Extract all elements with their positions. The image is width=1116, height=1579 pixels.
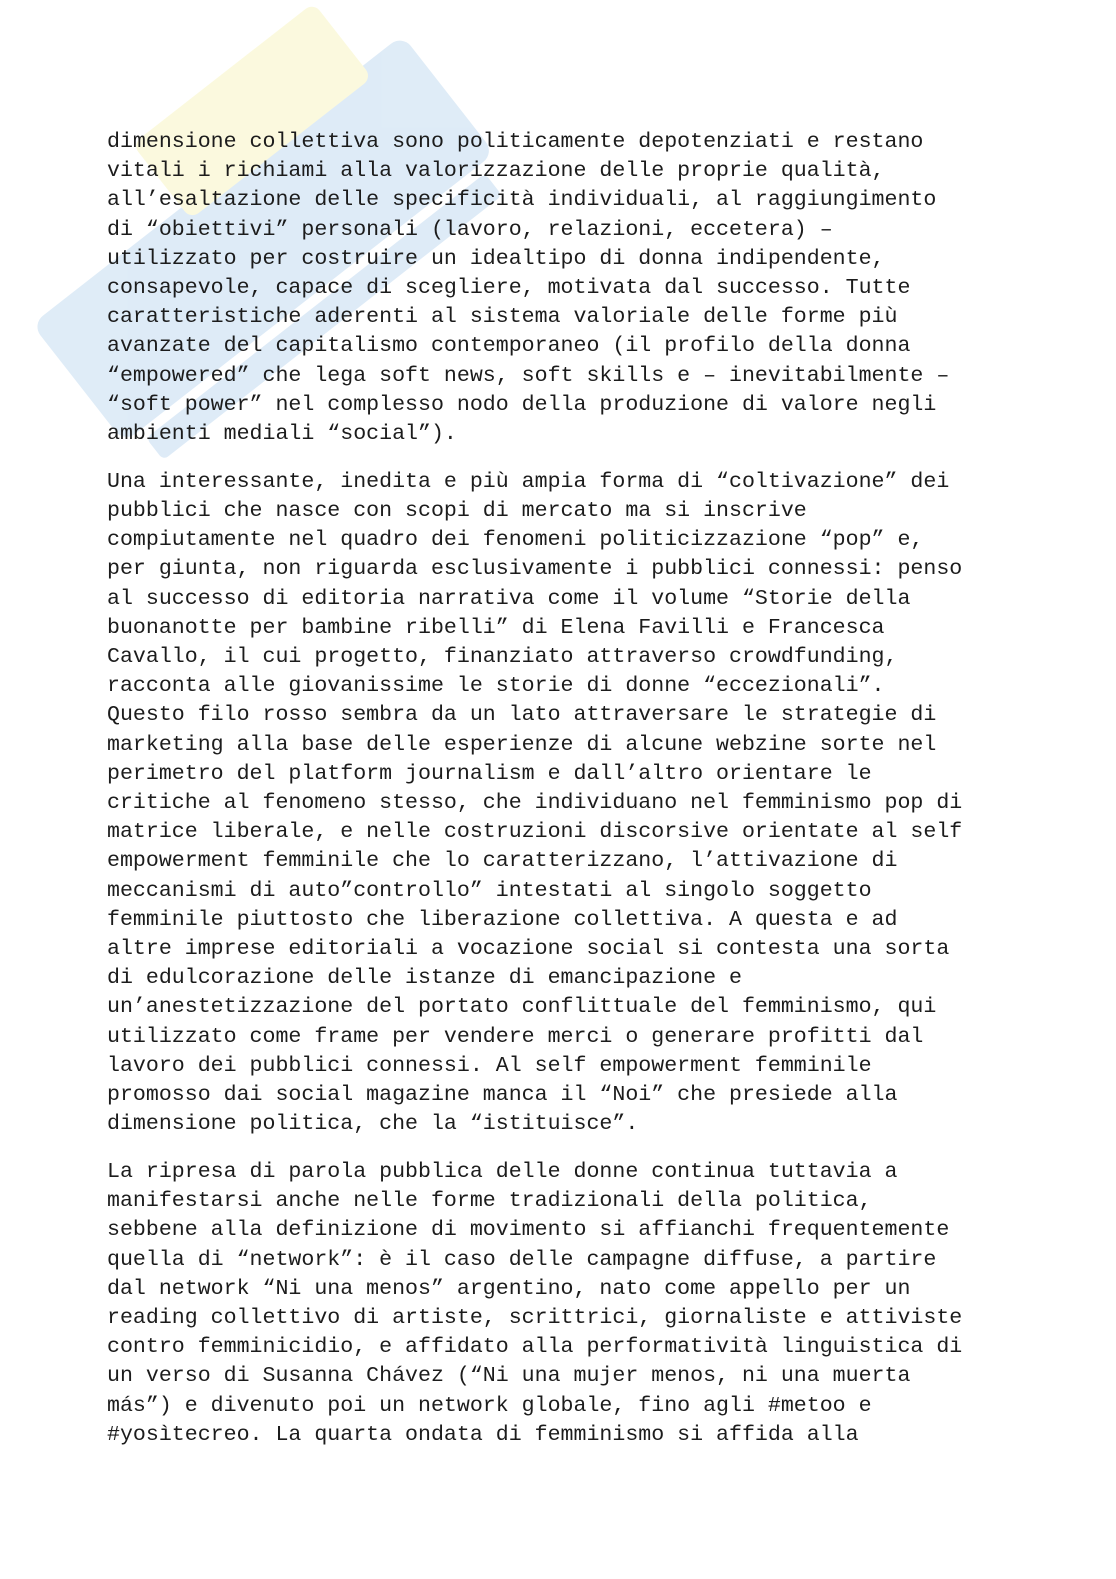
paragraph-1: dimensione collettiva sono politicamente depotenziati e restano vitali i richiami alla valorizzazione delle proprie qualità, all’esaltazione delle specificità individuali, al raggiungimento di “obiettivi” personali (lavoro, relazioni, eccetera) – utilizzato per costruire un idealtipo di donna indipendente, consapevole, capace di scegliere, motivata dal successo. Tutte caratteristiche aderenti al sistema valoriale delle forme più avanzate del capitalismo contemporaneo (il profilo della donna “empowered” che lega soft news, soft skills e – inevitabilmente – “soft power” nel complesso nodo della produzione di valore negli ambienti mediali “social”). [107,130,950,447]
paragraph-3: La ripresa di parola pubblica delle donne continua tuttavia a manifestarsi anche nelle forme tradizionali della politica, sebbene alla definizione di movimento si affianchi frequentemente quella di “network”: è il caso delle campagne diffuse, a partire dal network “Ni una menos” argentino, nato come appello per un reading collettivo di artiste, scrittrici, giornaliste e attiviste contro femminicidio, e affidato alla performatività linguistica di un verso di Susanna Chávez (“Ni una mujer menos, ni una muerta más”) e divenuto poi un network globale, fino agli #metoo e #yosìtecreo. La quarta ondata di femminismo si affida alla [107,1159,963,1447]
paragraph-2: Una interessante, inedita e più ampia forma di “coltivazione” dei pubblici che nasce con scopi di mercato ma si inscrive compiutamente nel quadro dei fenomeni politicizzazione “pop” e, per giunta, non riguarda esclusivamente i pubblici connessi: penso al successo di editoria narrativa come il volume “Storie della buonanotte per bambine ribelli” di Elena Favilli e Francesca Cavallo, il cui progetto, finanziato attraverso crowdfunding, racconta alle giovanissime le storie di donne “eccezionali”. Questo filo rosso sembra da un lato attraversare le strategie di marketing alla base delle esperienze di alcune webzine sorte nel perimetro del platform journalism e dall’altro orientare le critiche al fenomeno stesso, che individuano nel femminismo pop di matrice liberale, e nelle costruzioni discorsive orientate al self empowerment femminile che lo caratterizzano, l’attivazione di meccanismi di auto”controllo” intestati al singolo soggetto femminile piuttosto che liberazione collettiva. A questa e ad altre imprese editoriali a vocazione social si contesta una sorta di edulcorazione delle istanze di emancipazione e un’anestetizzazione del portato conflittuale del femminismo, qui utilizzato come frame per vendere merci o generare profitti dal lavoro dei pubblici connessi. Al self empowerment femminile promosso dai social magazine manca il “Noi” che presiede alla dimensione politica, che la “istituisce”. [107,469,963,1137]
document-body [107,128,1007,1468]
